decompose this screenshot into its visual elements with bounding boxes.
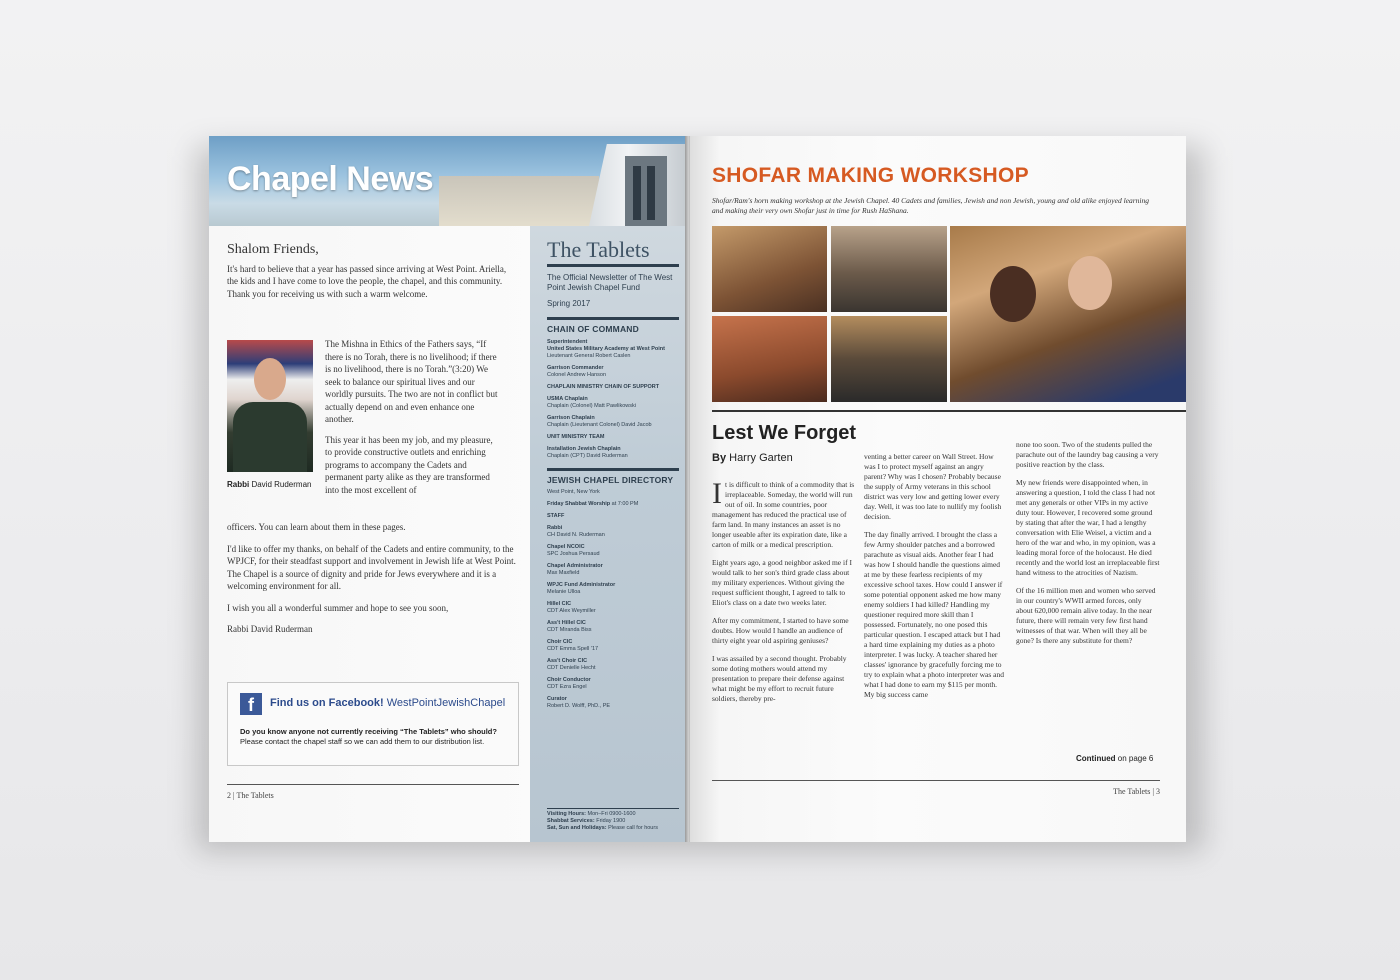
caption-name: David Ruderman bbox=[249, 480, 312, 489]
distribution-question: Do you know anyone not currently receiving “The Tablets” who should? bbox=[240, 727, 497, 736]
staff-name: CDT Alex Weymiller bbox=[547, 608, 596, 614]
staff-role: Chapel NCOIC bbox=[547, 544, 585, 550]
workshop-photo-shofars bbox=[831, 316, 947, 402]
staff-name: CDT Miranda Biss bbox=[547, 627, 592, 633]
article-paragraph: Of the 16 million men and women who served in our country's WWII armed forces, only about 620,000 remain alive today. In the near future, there will remain very few first hand witnesses of that war. When will they all be gone? Is there any substitute for them? bbox=[1016, 586, 1156, 645]
staff-name: CDT Denielle Hecht bbox=[547, 665, 596, 671]
hours-value: Please call for hours bbox=[606, 825, 658, 831]
staff-name: CDT Ezra Engel bbox=[547, 684, 587, 690]
chain-of-command-heading: CHAIN OF COMMAND bbox=[547, 317, 679, 334]
staff-name: CDT Emma Spell '17 bbox=[547, 646, 599, 652]
chain-role: UNIT MINISTRY TEAM bbox=[547, 434, 605, 440]
portrait-face bbox=[254, 358, 286, 400]
byline-author: Harry Garten bbox=[726, 452, 793, 464]
article-column-2 bbox=[864, 452, 1004, 708]
staff-role: Curator bbox=[547, 696, 567, 702]
shofar-intro: Shofar/Ram's horn making workshop at the Jewish Chapel. 40 Cadets and families, Jewish and non Jewish, young and old alike enjoyed learning and making their very own Shofar just in time for Rush HaShana. bbox=[712, 196, 1149, 215]
shofar-title: SHOFAR MAKING WORKSHOP bbox=[712, 164, 1029, 187]
banner-building-window bbox=[633, 166, 641, 220]
photo-person-woman bbox=[990, 266, 1036, 322]
chain-role-detail: United States Military Academy at West Point bbox=[547, 346, 665, 352]
banner-building-window bbox=[647, 166, 655, 220]
chain-entry bbox=[547, 446, 679, 460]
friday-worship-label: Friday Shabbat Worship bbox=[547, 501, 611, 507]
article-paragraph: Eight years ago, a good neighbor asked me if I would talk to her son's third grade class about my military experiences. Without giving the request sufficient thought, I agreed to talk to Eliot's class on a date two weeks later. bbox=[712, 558, 852, 607]
staff-entry bbox=[547, 620, 679, 634]
friday-worship-time: at 7:00 PM bbox=[610, 501, 639, 507]
portrait-uniform bbox=[233, 402, 307, 472]
hours-label: Sat, Sun and Holidays: bbox=[547, 825, 607, 831]
chain-entry bbox=[547, 396, 679, 410]
facebook-icon: f bbox=[240, 693, 262, 715]
banner-title: Chapel News bbox=[227, 160, 434, 198]
continued-label: Continued bbox=[1076, 754, 1116, 763]
chain-entry bbox=[547, 384, 679, 391]
workshop-photo-main bbox=[950, 226, 1186, 402]
continued-note[interactable] bbox=[1076, 754, 1153, 763]
chain-name: Chaplain (Lieutenant Colonel) David Jacob bbox=[547, 422, 652, 428]
staff-entry bbox=[547, 525, 679, 539]
staff-name: Melanie Ulloa bbox=[547, 589, 581, 595]
staff-entry bbox=[547, 639, 679, 653]
chain-of-command-list bbox=[547, 339, 679, 460]
staff-name: CH David N. Ruderman bbox=[547, 532, 605, 538]
article-byline bbox=[712, 452, 793, 464]
article-column-3 bbox=[1016, 440, 1160, 654]
staff-entry bbox=[547, 677, 679, 691]
greeting: Shalom Friends, bbox=[227, 242, 319, 257]
chain-name: Colonel Andrew Hanson bbox=[547, 372, 607, 378]
staff-role: Choir Conductor bbox=[547, 677, 591, 683]
staff-name: Max Maxfield bbox=[547, 570, 580, 576]
section-rule bbox=[712, 410, 1186, 412]
chain-role: USMA Chaplain bbox=[547, 396, 588, 402]
letter-paragraph: officers. You can learn about them in these pages. bbox=[227, 522, 406, 532]
banner-wall-image bbox=[439, 176, 599, 226]
tablets-sidebar bbox=[530, 226, 688, 842]
left-page-footer: 2 | The Tablets bbox=[227, 784, 519, 800]
article-paragraph: The day finally arrived. I brought the class a few Army shoulder patches and a borrowed parachute as visual aids. Another fear I had was how I should handle the questions aimed at me by these fearless recipients of my excessive school taxes. How could I answer if some potential opponent asked me how many enemy soldiers I had killed? Handling my questioner required more skill than I possessed. Fortunately, no one posed this particular question. I escaped attack but I had a hard time explaining my duties as a photo interpreter. I was lucky. A teacher shared her classes' ignorance by gracefully forcing me to try to explain what a photo interpreter was and what I had done to earn my $115 per month. My big success came bbox=[864, 530, 1004, 699]
hours-value: Mon–Fri 0900-1600 bbox=[586, 811, 636, 817]
workshop-photo-group bbox=[712, 226, 827, 312]
staff-name: Robert D. Wolff, PhD., PE bbox=[547, 703, 611, 709]
left-page bbox=[209, 136, 688, 842]
article-paragraph: My new friends were disappointed when, in answering a question, I told the class I had not met any generals or other VIPs in my active duty tour. However, I recovered some ground by stating that after the war, I had a lengthy conversation with Elie Weisel, a victim and a hero of the war and who, in my opinion, was a leading moral force of the holocaust. He died recently and the world lost an irreplaceable first hand witness to the atrocities of Nazism. bbox=[1016, 478, 1160, 577]
newsletter-subtitle: The Official Newsletter of The West Point Jewish Chapel Fund bbox=[547, 273, 673, 292]
hours-label: Shabbat Services: bbox=[547, 818, 595, 824]
banner-building-facade bbox=[625, 156, 667, 226]
letter-paragraph: This year it has been my job, and my pleasure, to provide constructive outlets and enriching programs to accompany the Cadets and permanent party alike as they are transformed into the most excellent of bbox=[325, 434, 493, 495]
friday-worship bbox=[547, 501, 679, 508]
article-text: t is difficult to think of a commodity that is irreplaceable. Someday, the world will run out of oil. In some countries, poor management has reduced the practical use of farm land. In many instances an asset is no longer useable after its expiration date, like a carton of milk or a medical prescription. bbox=[712, 480, 855, 549]
article-column-1 bbox=[712, 477, 856, 712]
facebook-heading[interactable] bbox=[270, 697, 505, 709]
distribution-note bbox=[240, 727, 510, 747]
letter-paragraph: I'd like to offer my thanks, on behalf of the Cadets and entire community, to the WPJCF, for their steadfast support and involvement in Jewish life at West Point. The Chapel is a source of dignity and pride for Jews everywhere and it is a welcoming environment for all. bbox=[227, 543, 516, 591]
directory-location: West Point, New York bbox=[547, 489, 600, 495]
staff-role: Choir CIC bbox=[547, 639, 573, 645]
chain-entry bbox=[547, 365, 679, 379]
staff-list bbox=[547, 525, 679, 710]
rabbi-portrait-photo bbox=[227, 340, 313, 472]
distribution-instruction: Please contact the chapel staff so we can add them to our distribution list. bbox=[240, 737, 485, 746]
caption-title: Rabbi bbox=[227, 480, 250, 489]
chain-role: Superintendent bbox=[547, 339, 588, 345]
facebook-page-name[interactable]: WestPointJewishChapel bbox=[383, 697, 506, 709]
staff-entry bbox=[547, 544, 679, 558]
letter-top bbox=[227, 244, 519, 308]
chain-entry bbox=[547, 339, 679, 360]
letter-paragraph: I wish you all a wonderful summer and hope to see you soon, bbox=[227, 602, 449, 613]
byline-by: By bbox=[712, 452, 727, 464]
directory-heading: JEWISH CHAPEL DIRECTORY bbox=[547, 468, 679, 485]
staff-name: SPC Joshua Persaud bbox=[547, 551, 600, 557]
hours-label: Visiting Hours: bbox=[547, 811, 587, 817]
staff-entry bbox=[547, 696, 679, 710]
hours-list bbox=[547, 808, 679, 832]
workshop-photo-cadets bbox=[831, 226, 947, 312]
photo-caption bbox=[227, 480, 317, 489]
right-page-footer: The Tablets | 3 bbox=[712, 780, 1160, 796]
drop-cap: I bbox=[712, 477, 722, 510]
chain-role: Garrison Commander bbox=[547, 365, 604, 371]
article-paragraph: venting a better career on Wall Street. How was I to protect myself against an angry parent? Why was I chosen? Probably because the supply of Army veterans in this school district was very low and getting lower every day. Well, it was too late to nullify my foolish decision. bbox=[864, 452, 1002, 521]
staff-entry bbox=[547, 601, 679, 615]
chain-role: CHAPLAIN MINISTRY CHAIN OF SUPPORT bbox=[547, 384, 660, 390]
hours-line bbox=[547, 825, 679, 832]
letter-paragraph: The Mishna in Ethics of the Fathers says, “If there is no Torah, there is no livelihood; if there is no livelihood, there is no Torah.”(3:20) We seek to balance our spiritual lives and our worldly pursuits. The two are not in conflict but actually depend on and even enhance one another. bbox=[325, 339, 498, 424]
letter-bottom bbox=[227, 521, 519, 645]
chain-name: Chaplain (Colonel) Matt Pawlikowski bbox=[547, 403, 636, 409]
newsletter-title: The Tablets bbox=[547, 238, 679, 267]
staff-entry bbox=[547, 658, 679, 672]
staff-entry bbox=[547, 582, 679, 596]
chain-entry bbox=[547, 415, 679, 429]
workshop-photo-girl bbox=[712, 316, 827, 402]
chapel-news-banner bbox=[209, 136, 688, 226]
staff-role: WPJC Fund Administrator bbox=[547, 582, 616, 588]
chain-name: Chaplain (CPT) David Ruderman bbox=[547, 453, 628, 459]
right-page bbox=[690, 136, 1186, 842]
signature: Rabbi David Ruderman bbox=[227, 624, 313, 634]
facebook-heading-bold: Find us on Facebook! bbox=[270, 697, 384, 709]
hours-line bbox=[547, 811, 679, 818]
article-paragraph: I was assailed by a second thought. Probably some doting mothers would attend my presentation to prepare their defense against what might be my effort to recruit future soldiers, thereby pre- bbox=[712, 654, 847, 703]
staff-role: Ass't Hillel CIC bbox=[547, 620, 586, 626]
staff-heading: STAFF bbox=[547, 513, 565, 519]
letter-paragraph: It's hard to believe that a year has passed since arriving at West Point. Ariella, the kids and I have come to love the people, the chapel, and this community. Thank you for receiving us with such a warm welcome. bbox=[227, 263, 507, 299]
staff-role: Rabbi bbox=[547, 525, 563, 531]
facebook-box[interactable] bbox=[227, 682, 519, 766]
chain-entry bbox=[547, 434, 679, 441]
hours-line bbox=[547, 818, 679, 825]
issue-label: Spring 2017 bbox=[547, 299, 591, 308]
sidebar-content bbox=[547, 238, 679, 710]
continued-page: on page 6 bbox=[1115, 754, 1154, 763]
chain-name: Lieutenant General Robert Caslen bbox=[547, 353, 631, 359]
chain-role: Garrison Chaplain bbox=[547, 415, 595, 421]
article-paragraph bbox=[712, 477, 856, 550]
photo-person-man bbox=[1068, 256, 1112, 310]
hours-value: Friday 1900 bbox=[594, 818, 626, 824]
chain-role: Installation Jewish Chaplain bbox=[547, 446, 621, 452]
staff-role: Hillel CIC bbox=[547, 601, 572, 607]
staff-role: Ass't Choir CIC bbox=[547, 658, 588, 664]
staff-entry bbox=[547, 563, 679, 577]
letter-wrap-column bbox=[325, 338, 499, 504]
staff-role: Chapel Administrator bbox=[547, 563, 603, 569]
article-paragraph: After my commitment, I started to have some doubts. How would I handle an audience of thirty eight year old aspiring geniuses? bbox=[712, 616, 849, 645]
article-paragraph: none too soon. Two of the students pulled the parachute out of the laundry bag causing a very positive reaction by the class. bbox=[1016, 440, 1159, 469]
article-title: Lest We Forget bbox=[712, 422, 857, 444]
